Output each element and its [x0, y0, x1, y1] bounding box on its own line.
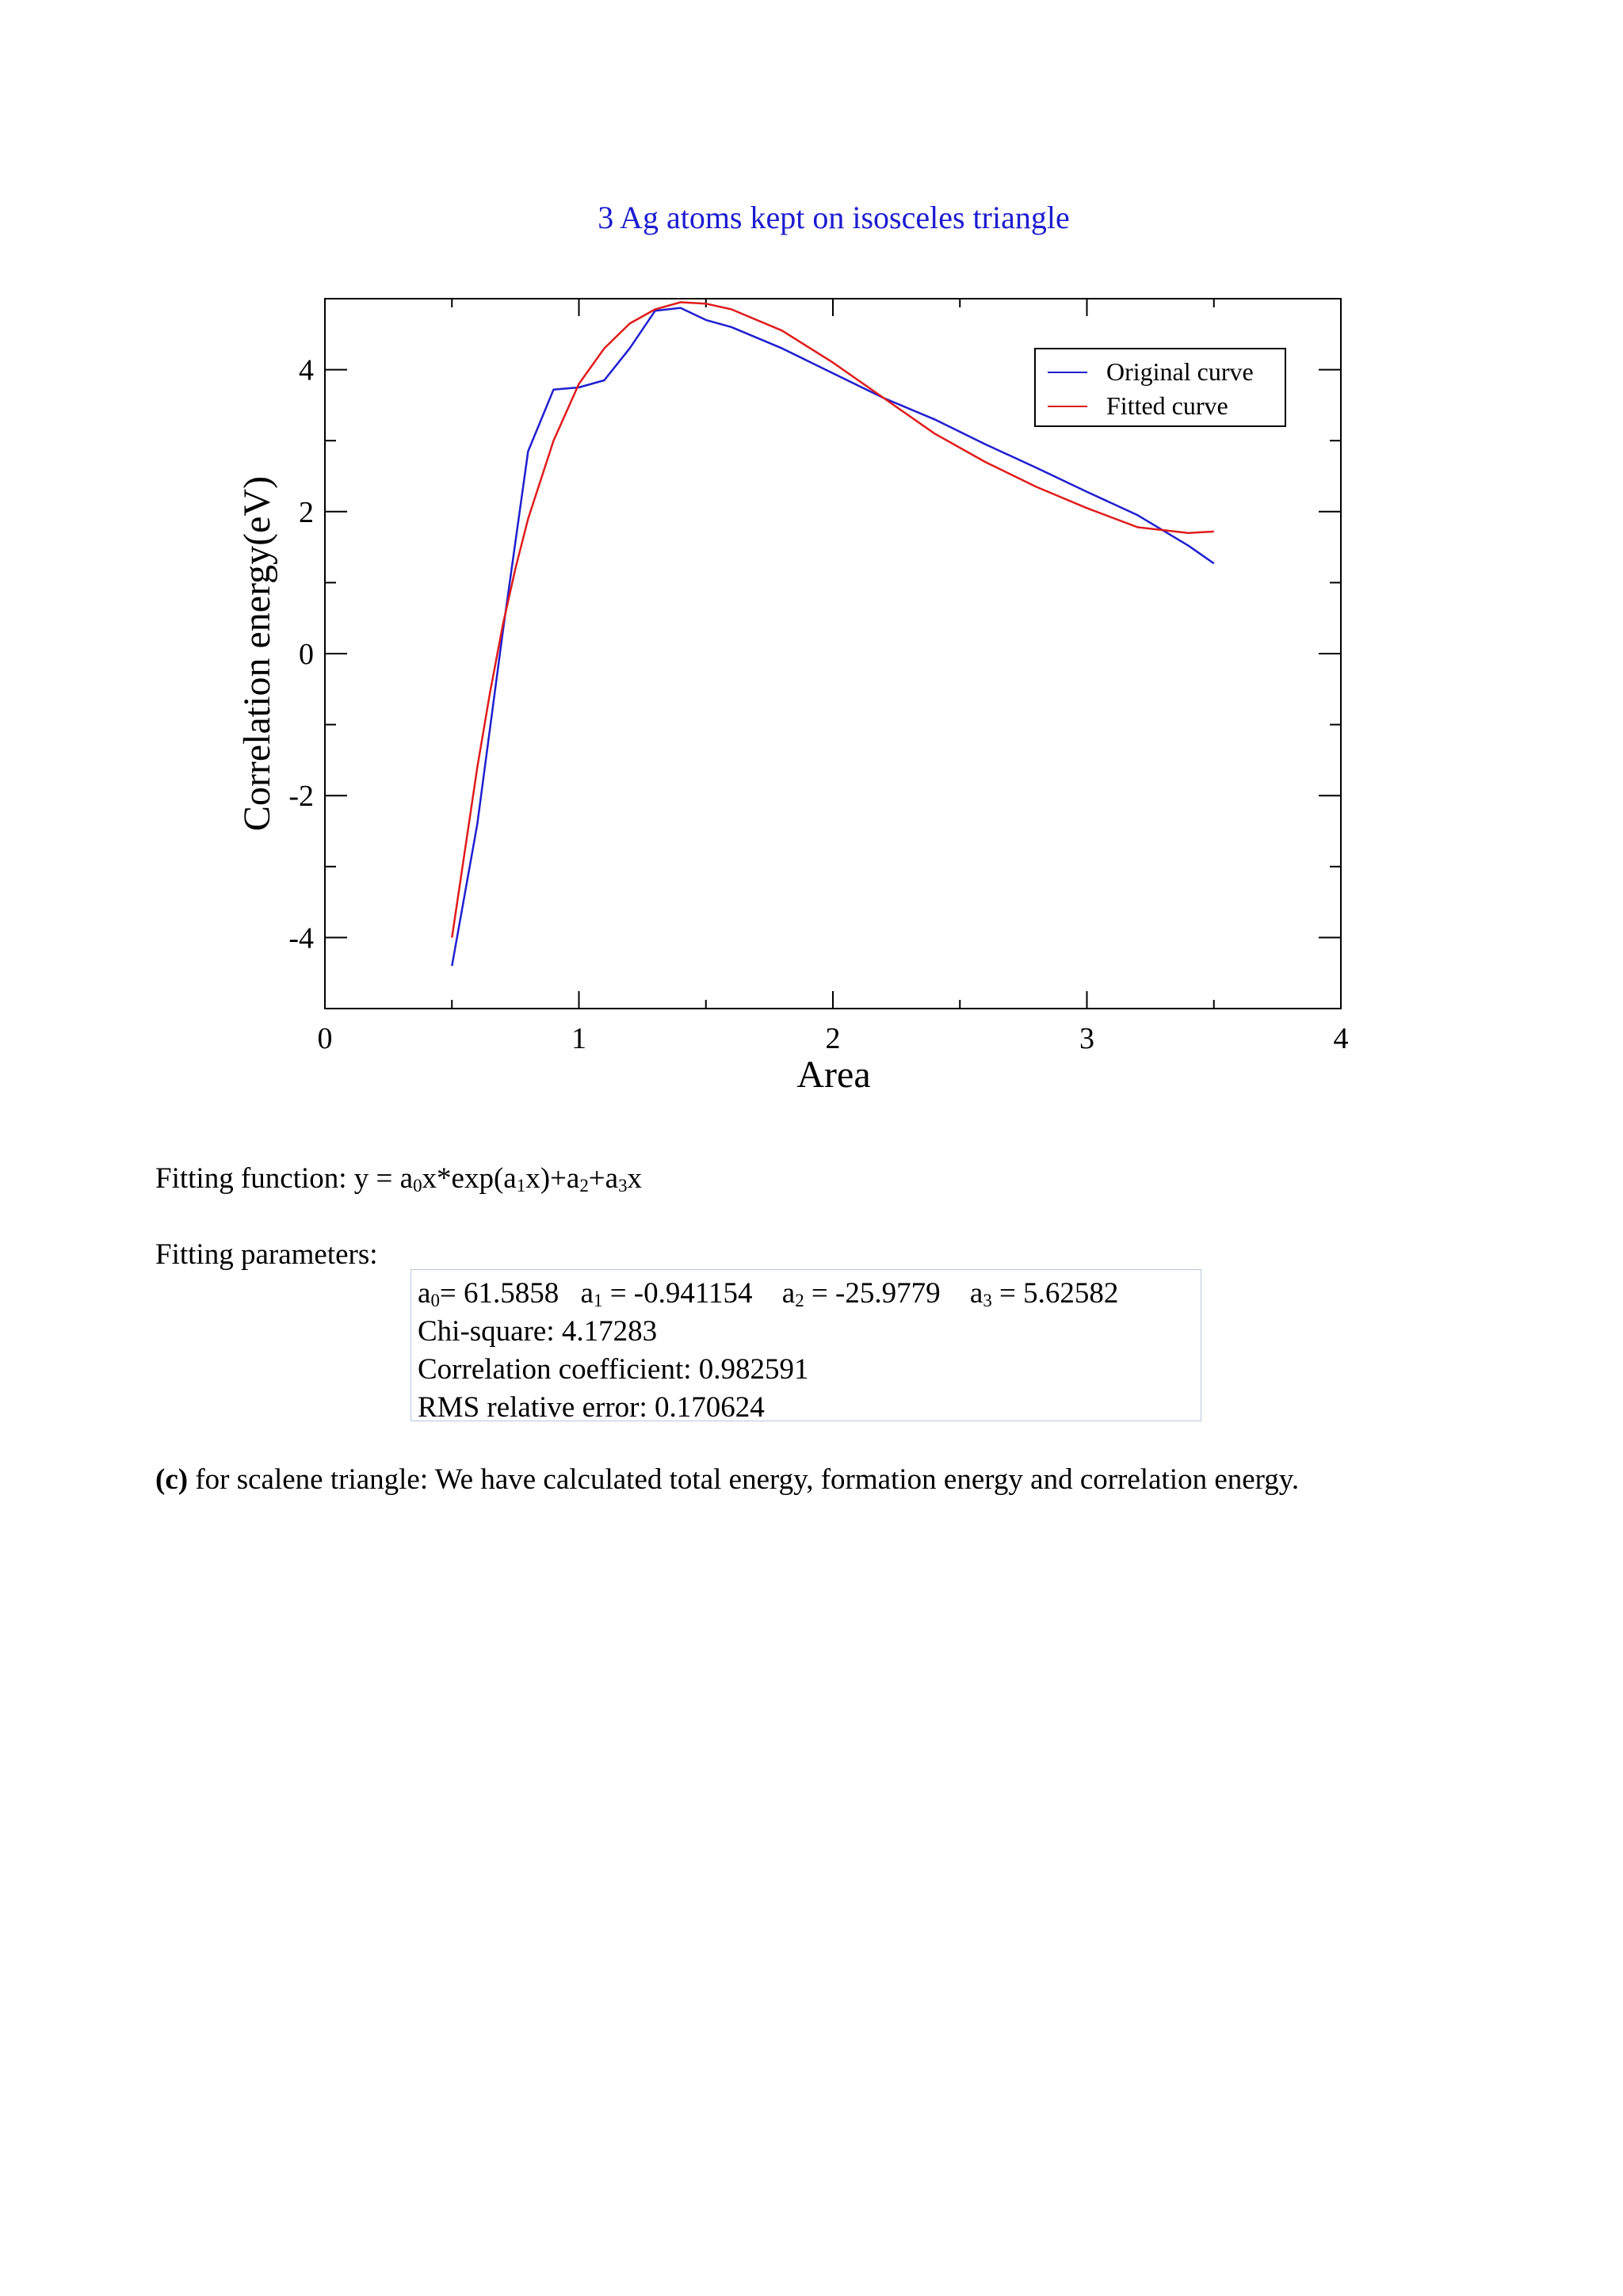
- param-a2-value: = -25.9779: [804, 1277, 941, 1310]
- fitting-parameters-label: Fitting parameters:: [155, 1238, 378, 1271]
- fitting-function-text-2: x*exp(a: [422, 1162, 517, 1195]
- correlation-coefficient: Correlation coefficient: 0.982591: [418, 1353, 809, 1386]
- legend: [1035, 349, 1285, 426]
- param-a1-sub: 1: [593, 1291, 603, 1311]
- legend-label-original: Original curve: [1106, 357, 1254, 386]
- y-tick-label: 0: [299, 638, 314, 671]
- fit-sub-2: 2: [579, 1176, 589, 1196]
- y-tick-label: -2: [288, 780, 314, 814]
- fitting-function: [155, 1161, 642, 1196]
- fitting-function-text-5: x: [627, 1162, 643, 1195]
- x-tick-label: 3: [1079, 1022, 1094, 1055]
- y-tick-label: 2: [299, 495, 314, 529]
- x-tick-label: 4: [1333, 1022, 1349, 1055]
- param-a1: [581, 1277, 753, 1310]
- param-a2-symbol: a: [781, 1277, 796, 1310]
- fitting-parameters-box: [411, 1269, 1201, 1424]
- param-a3-sub: 3: [983, 1291, 992, 1311]
- fit-sub-1: 1: [516, 1176, 526, 1196]
- x-tick-label: 2: [825, 1022, 841, 1055]
- chart-title: 3 Ag atoms kept on isosceles triangle: [598, 200, 1070, 235]
- param-a3: [970, 1277, 1119, 1310]
- section-c-label: (c): [155, 1463, 189, 1496]
- parameter-values: [418, 1275, 1194, 1313]
- param-a2: [782, 1277, 941, 1310]
- fitting-function-text-1: Fitting function: y = a: [155, 1162, 414, 1195]
- y-tick-label: -4: [288, 921, 314, 955]
- param-a0-sub: 0: [430, 1291, 440, 1311]
- fit-sub-3: 3: [618, 1176, 628, 1196]
- param-a1-value: = -0.941154: [602, 1277, 753, 1310]
- chi-square: Chi-square: 4.17283: [418, 1315, 658, 1348]
- param-a2-sub: 2: [795, 1291, 804, 1311]
- rms-relative-error: RMS relative error: 0.170624: [418, 1391, 765, 1424]
- correlation-energy-chart: [0, 0, 1623, 1125]
- legend-label-fitted: Fitted curve: [1106, 391, 1228, 420]
- x-tick-label: 1: [571, 1022, 586, 1055]
- x-tick-label: 0: [317, 1022, 333, 1055]
- param-a0-value: = 61.5858: [439, 1277, 559, 1310]
- param-a0: [418, 1277, 559, 1310]
- x-axis-label: Area: [796, 1054, 871, 1096]
- fitting-function-text-3: x)+a: [525, 1162, 580, 1195]
- y-tick-label: 4: [299, 353, 314, 387]
- tick-labels: [288, 354, 1348, 1055]
- y-axis-label: Correlation energy(eV): [236, 475, 278, 832]
- fit-sub-0: 0: [413, 1176, 422, 1196]
- param-a3-value: = 5.62582: [991, 1277, 1119, 1310]
- fitting-function-text-4: +a: [588, 1162, 619, 1195]
- param-a0-symbol: a: [418, 1277, 431, 1310]
- param-a1-symbol: a: [580, 1277, 594, 1310]
- section-c-paragraph: [155, 1463, 1299, 1497]
- param-a3-symbol: a: [969, 1277, 983, 1310]
- section-c-text: for scalene triangle: We have calculated total energy, formation energy and correlation energy.: [188, 1463, 1300, 1496]
